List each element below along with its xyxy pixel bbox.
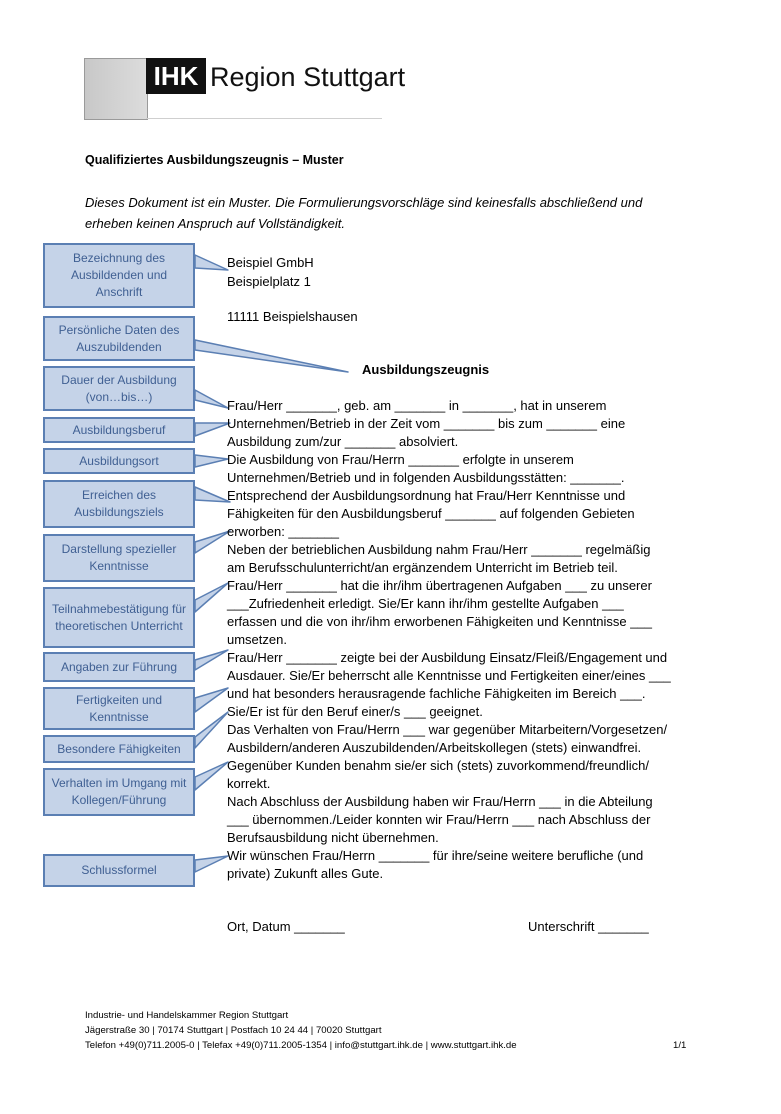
place-date-field: Ort, Datum _______ bbox=[227, 919, 345, 934]
body-line: ___Zufriedenheit erledigt. Sie/Er kann ihr/ihm gestellte Aufgaben ___ bbox=[227, 596, 624, 611]
body-line: Frau/Herr _______ hat die ihr/ihm übertragenen Aufgaben ___ zu unserer bbox=[227, 578, 652, 593]
callout-special-abilities: Besondere Fähigkeiten bbox=[43, 735, 195, 763]
body-line: Neben der betrieblichen Ausbildung nahm Frau/Herr _______ regelmäßig bbox=[227, 542, 651, 557]
callout-conduct: Angaben zur Führung bbox=[43, 652, 195, 682]
body-line: Ausbildern/anderen Auszubildenden/Arbeitskollegen (stets) einwandfrei. bbox=[227, 740, 642, 755]
callout-special-knowledge: Darstellung spezieller Kenntnisse bbox=[43, 534, 195, 582]
body-line: am Berufsschulunterricht/an ergänzendem Unterricht im Betrieb teil. bbox=[227, 560, 618, 575]
logo-region-text: Region Stuttgart bbox=[210, 62, 406, 92]
callout-profession: Ausbildungsberuf bbox=[43, 417, 195, 443]
body-line: Entsprechend der Ausbildungsordnung hat Frau/Herr Kenntnisse und bbox=[227, 488, 626, 503]
body-line: und hat besonders herausragende fachliche Fähigkeiten im Bereich ___. bbox=[227, 686, 646, 701]
body-line: erfassen und die von ihr/ihm erworbenen Fähigkeiten und Kenntnisse ___ bbox=[227, 614, 652, 629]
connector-3 bbox=[195, 390, 228, 408]
connector-7 bbox=[195, 531, 230, 553]
connector-9 bbox=[195, 650, 228, 670]
logo-mark: IHK bbox=[153, 61, 199, 91]
body-line: Nach Abschluss der Ausbildung haben wir Frau/Herrn ___ in die Abteilung bbox=[227, 794, 653, 809]
callout-training-goal: Erreichen des Ausbildungsziels bbox=[43, 480, 195, 528]
address-city: 11111 Beispielshausen bbox=[227, 309, 358, 324]
certificate-heading: Ausbildungszeugnis bbox=[362, 362, 490, 377]
connector-6 bbox=[195, 487, 230, 502]
callout-trainee-data: Persönliche Daten des Auszubildenden bbox=[43, 316, 195, 361]
connector-10 bbox=[195, 688, 228, 712]
body-line: Ausdauer. Sie/Er beherrscht alle Kenntnisse und Fertigkeiten einer/eines ___ bbox=[227, 668, 671, 683]
body-line: Gegenüber Kunden benahm sie/er sich (stets) zuvorkommend/freundlich/ bbox=[227, 758, 649, 773]
body-line: Wir wünschen Frau/Herrn _______ für ihre/seine weitere berufliche (und bbox=[227, 848, 644, 863]
address-street: Beispielplatz 1 bbox=[227, 274, 311, 289]
address-company: Beispiel GmbH bbox=[227, 255, 314, 270]
body-line: Frau/Herr _______ zeigte bei der Ausbildung Einsatz/Fleiß/Engagement und bbox=[227, 650, 668, 665]
callout-skills: Fertigkeiten und Kenntnisse bbox=[43, 687, 195, 730]
body-line: Das Verhalten von Frau/Herrn ___ war gegenüber Mitarbeitern/Vorgesetzen/ bbox=[227, 722, 668, 737]
connector-8 bbox=[195, 583, 228, 612]
body-line: ___ übernommen./Leider konnten wir Frau/Herrn ___ nach Abschluss der bbox=[227, 812, 651, 827]
connector-2 bbox=[195, 340, 348, 372]
callout-duration: Dauer der Ausbildung (von…bis…) bbox=[43, 366, 195, 411]
document-title: Qualifiziertes Ausbildungszeugnis – Muster bbox=[85, 153, 344, 167]
connector-1 bbox=[195, 255, 228, 270]
body-line: Frau/Herr _______, geb. am _______ in _______, hat in unserem bbox=[227, 398, 607, 413]
body-line: umsetzen. bbox=[227, 632, 287, 647]
footer-address: Jägerstraße 30 | 70174 Stuttgart | Postfach 10 24 44 | 70020 Stuttgart bbox=[85, 1025, 382, 1036]
connector-13 bbox=[195, 856, 228, 872]
connector-11 bbox=[195, 712, 228, 748]
footer-contact: Telefon +49(0)711.2005-0 | Telefax +49(0)711.2005-1354 | info@stuttgart.ihk.de | www.stuttgart.ihk.de bbox=[85, 1040, 517, 1051]
body-line: Unternehmen/Betrieb und in folgenden Ausbildungsstätten: _______. bbox=[227, 470, 625, 485]
body-line: erworben: _______ bbox=[227, 524, 340, 539]
callout-closing: Schlussformel bbox=[43, 854, 195, 887]
signature-field: Unterschrift _______ bbox=[528, 919, 649, 934]
callout-location: Ausbildungsort bbox=[43, 448, 195, 474]
connector-12 bbox=[195, 762, 228, 790]
footer-org: Industrie- und Handelskammer Region Stuttgart bbox=[85, 1010, 289, 1021]
page-number: 1/1 bbox=[673, 1040, 687, 1051]
body-line: Fähigkeiten für den Ausbildungsberuf _______ auf folgenden Gebieten bbox=[227, 506, 635, 521]
body-line: korrekt. bbox=[227, 776, 271, 791]
body-line: Unternehmen/Betrieb in der Zeit vom _______ bis zum _______ eine bbox=[227, 416, 626, 431]
connector-4 bbox=[195, 423, 230, 436]
intro-disclaimer: Dieses Dokument ist ein Muster. Die Formulierungsvorschläge sind keinesfalls abschließend und erheben keinen Anspruch auf Vollständigkeit. bbox=[85, 195, 643, 231]
callout-behavior: Verhalten im Umgang mit Kollegen/Führung bbox=[43, 768, 195, 816]
body-line: Ausbildung zum/zur _______ absolviert. bbox=[227, 434, 459, 449]
body-line: private) Zukunft alles Gute. bbox=[227, 866, 384, 881]
connector-5 bbox=[195, 455, 228, 467]
callout-issuer-address: Bezeichnung des Ausbildenden und Anschrift bbox=[43, 243, 195, 308]
callout-theory-attendance: Teilnahmebestätigung für theoretischen Unterricht bbox=[43, 587, 195, 648]
body-line: Die Ausbildung von Frau/Herrn _______ erfolgte in unserem bbox=[227, 452, 574, 467]
body-line: Sie/Er ist für den Beruf einer/s ___ geeignet. bbox=[227, 704, 483, 719]
body-line: Berufsausbildung nicht übernehmen. bbox=[227, 830, 439, 845]
